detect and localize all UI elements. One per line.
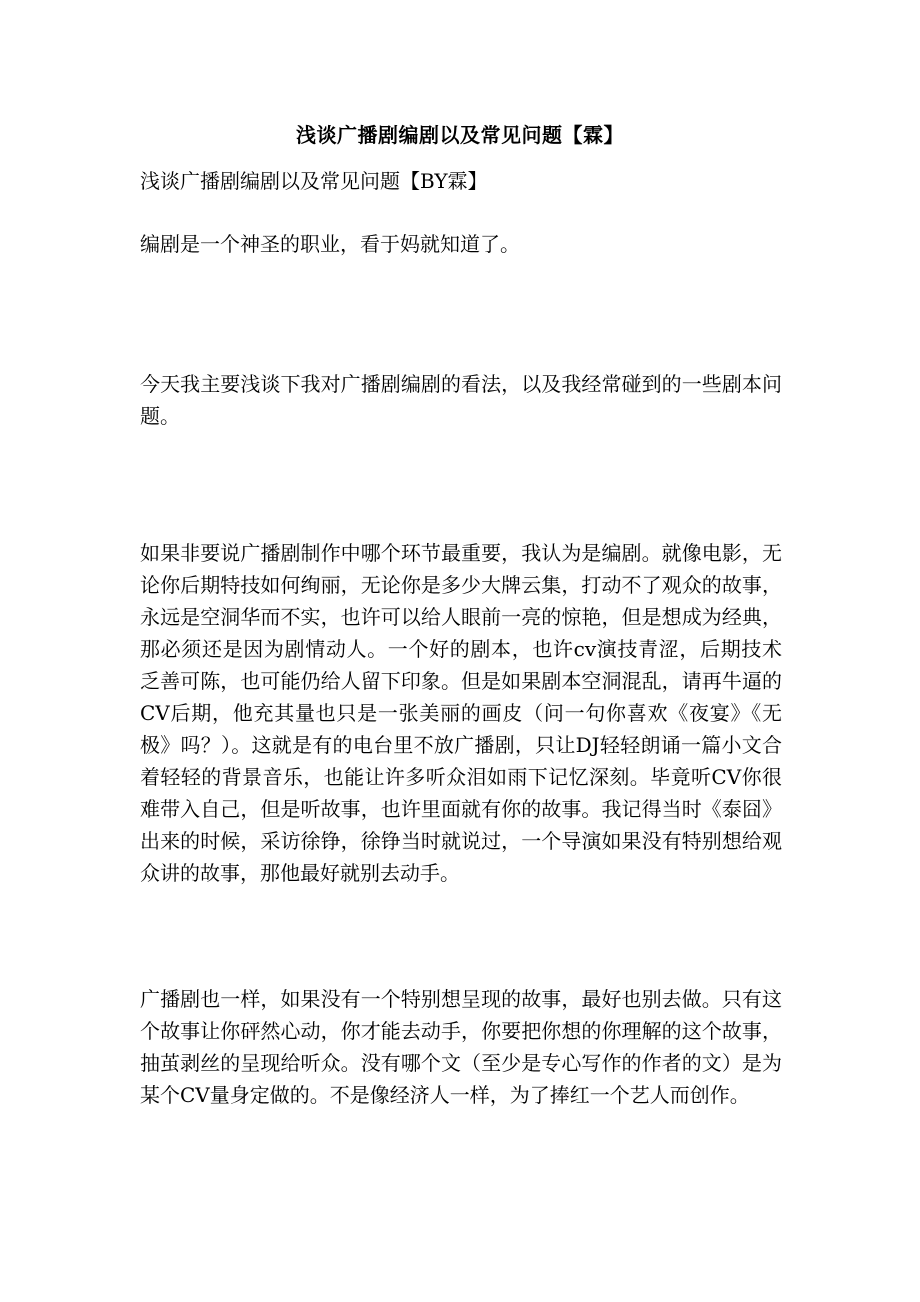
- paragraph-importance: 如果非要说广播剧制作中哪个环节最重要，我认为是编剧。就像电影，无论你后期特技如何绚丽，无论你是多少大牌云集，打动不了观众的故事，永远是空洞华而不实，也许可以给人眼前一亮的惊艳，但是想成为经典，那必须还是因为剧情动人。一个好的剧本，也许cv演技青涩，后期技术乏善可陈，也可能仍给人留下印象。但是如果剧本空洞混乱，请再牛逼的CV后期，他充其量也只是一张美丽的画皮（问一句你喜欢《夜宴》《无极》吗？）。这就是有的电台里不放广播剧，只让DJ轻轻朗诵一篇小文合着轻轻的背景音乐，也能让许多听众泪如雨下记忆深刻。毕竟听CV你很难带入自己，但是听故事，也许里面就有你的故事。我记得当时《泰囧》出来的时候，采访徐铮，徐铮当时就说过，一个导演如果没有特别想给观众讲的故事，那他最好就别去动手。: [140, 541, 782, 885]
- document-title: 浅谈广播剧编剧以及常见问题【霖】: [296, 123, 624, 147]
- paragraph-radio-drama: 广播剧也一样，如果没有一个特别想呈现的故事，最好也别去做。只有这个故事让你砰然心动，你才能去动手，你要把你想的你理解的这个故事，抽茧剥丝的呈现给听众。没有哪个文（至少是专心写作的作者的文）是为某个CV量身定做的。不是像经济人一样，为了捧红一个艺人而创作。: [140, 987, 782, 1107]
- paragraph-intro: 编剧是一个神圣的职业，看于妈就知道了。: [140, 232, 520, 256]
- paragraph-topic: 今天我主要浅谈下我对广播剧编剧的看法，以及我经常碰到的一些剧本问题。: [140, 372, 782, 428]
- document-subtitle: 浅谈广播剧编剧以及常见问题【BY霖】: [140, 169, 488, 193]
